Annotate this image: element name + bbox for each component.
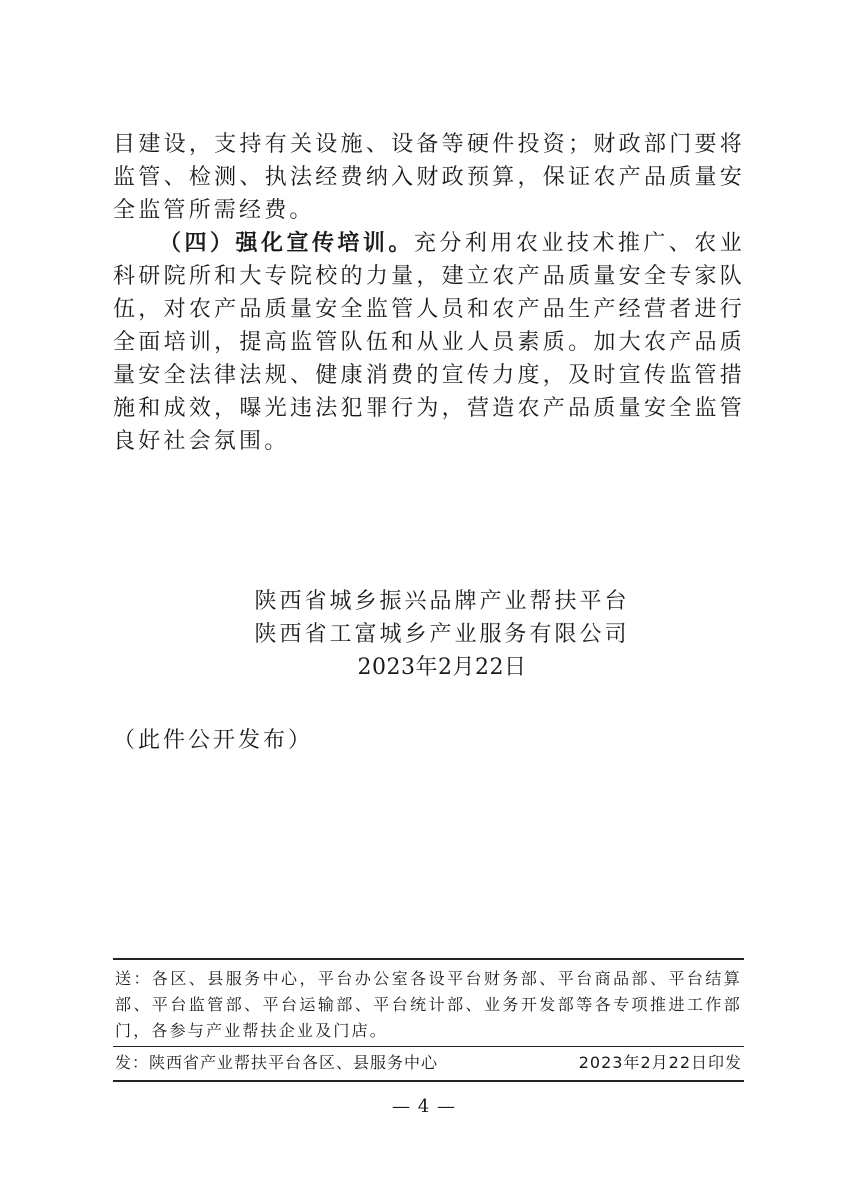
body-text xyxy=(113,128,745,458)
paragraph-training-text: 充分利用农业技术推广、农业科研院所和大专院校的力量，建立农产品质量安全专家队伍，对农产品质量安全监管人员和农产品生产经营者进行全面培训，提高监管队伍和从业人员素质。加大农产品质量安全法律法规、健康消费的宣传力度，及时宣传监管措施和成效，曝光违法犯罪行为，营造农产品质量安全监管良好社会氛围。 xyxy=(113,231,745,454)
signature-org-2: 陕西省工富城乡产业服务有限公司 xyxy=(254,622,630,647)
paragraph-funding: 目建设，支持有关设施、设备等硬件投资；财政部门要将监管、检测、执法经费纳入财政预算，保证农产品质量安全监管所需经费。 xyxy=(113,132,745,223)
signature-block xyxy=(0,585,848,684)
paragraph-training xyxy=(113,227,745,458)
signature-org-1: 陕西省城乡振兴品牌产业帮扶平台 xyxy=(254,589,630,614)
cc-list: 送：各区、县服务中心，平台办公室各设平台财务部、平台商品部、平台结算部、平台监管部、平台运输部、平台统计部、业务开发部等各专项推进工作部门，各参与产业帮扶企业及门店。 xyxy=(113,960,744,1047)
issue-date: 2023年2月22日印发 xyxy=(578,1053,742,1072)
signature-date: 2023年2月22日 xyxy=(357,655,527,680)
issuer: 发：陕西省产业帮扶平台各区、县服务中心 xyxy=(115,1053,439,1072)
page-number: — 4 — xyxy=(392,1096,456,1117)
issue-line xyxy=(113,1047,744,1080)
section-heading-training: （四）强化宣传培训。 xyxy=(159,230,414,256)
release-note: （此件公开发布） xyxy=(113,728,314,753)
distribution-footer xyxy=(113,958,744,1082)
